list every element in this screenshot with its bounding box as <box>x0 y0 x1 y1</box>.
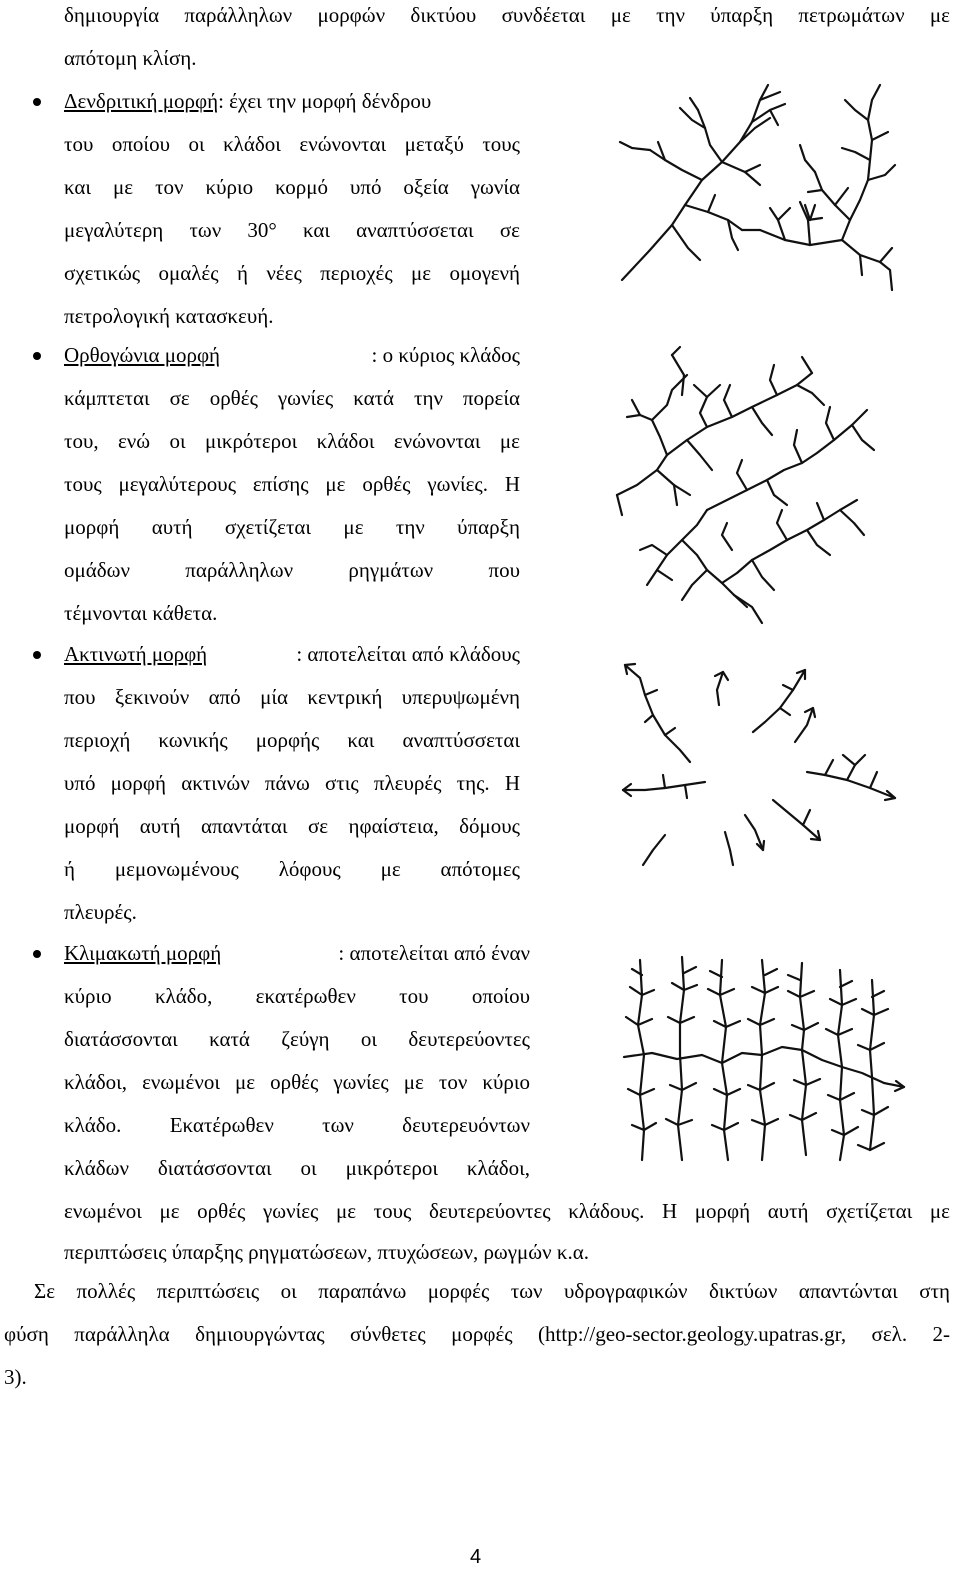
dendritic-line: και με τον κύριο κορμό υπό οξεία γωνία <box>64 175 520 199</box>
closing-line-3: 3). <box>4 1365 27 1389</box>
bullet-marker <box>33 651 41 659</box>
radial-line: ή μεμονωμένους λόφους με απότομες <box>64 857 520 881</box>
radial-term: Ακτινωτή μορφή <box>64 642 208 666</box>
intro-line-2: απότομη κλίση. <box>64 46 197 70</box>
trellis-pattern-figure <box>622 955 907 1165</box>
dendritic-term: Δενδριτική μορφή <box>64 89 219 113</box>
trellis-first-line: Κλιμακωτή μορφή : αποτελείται από έναν <box>64 941 530 965</box>
radial-first-line: Ακτινωτή μορφή : αποτελείται από κλάδους <box>64 642 520 666</box>
intro-line-1: δημιουργία παράλληλων μορφών δικτύου συνδέεται με την ύπαρξη πετρωμάτων με <box>64 3 950 27</box>
trellis-term: Κλιμακωτή μορφή <box>64 941 222 965</box>
radial-line: πλευρές. <box>64 900 137 924</box>
dendritic-line: μεγαλύτερη των 30° και αναπτύσσεται σε <box>64 218 520 242</box>
closing-line-1: Σε πολλές περιπτώσεις οι παραπάνω μορφές των υδρογραφικών δικτύων απαντώνται στη <box>34 1279 950 1303</box>
dendritic-line: σχετικώς ομαλές ή νέες περιοχές με ομογενή <box>64 261 520 285</box>
trellis-line: κλάδοι, ενωμένοι με ορθές γωνίες με τον κύριο <box>64 1070 530 1094</box>
trellis-line: ενωμένοι με ορθές γωνίες με τους δευτερεύοντες κλάδους. Η μορφή αυτή σχετίζεται με <box>64 1199 950 1223</box>
bullet-marker <box>33 98 41 106</box>
radial-line: υπό μορφή ακτινών πάνω στις πλευρές της. Η <box>64 771 520 795</box>
radial-line: που ξεκινούν από μία κεντρική υπερυψωμένη <box>64 685 520 709</box>
page-number: 4 <box>470 1546 482 1568</box>
dendritic-pattern-figure <box>610 80 900 295</box>
radial-line: περιοχή κωνικής μορφής και αναπτύσσεται <box>64 728 520 752</box>
rectangular-line: ομάδων παράλληλων ρηγμάτων που <box>64 558 520 582</box>
closing-line-2: φύση παράλληλα δημιουργώντας σύνθετες μορφές (http://geo-sector.geology.upatras.gr, σελ. 2- <box>4 1322 950 1346</box>
rectangular-first-line: Ορθογώνια μορφή : ο κύριος κλάδος <box>64 343 520 367</box>
rectangular-line: τέμνονται κάθετα. <box>64 601 218 625</box>
rectangular-pattern-figure <box>612 345 882 630</box>
rectangular-line: μορφή αυτή σχετίζεται με την ύπαρξη <box>64 515 520 539</box>
rectangular-line: τους μεγαλύτερους επίσης με ορθές γωνίες. Η <box>64 472 520 496</box>
bullet-marker <box>33 352 41 360</box>
rectangular-line: κάμπτεται σε ορθές γωνίες κατά την πορεία <box>64 386 520 410</box>
bullet-marker <box>33 950 41 958</box>
dendritic-line: του οποίου οι κλάδοι ενώνονται μεταξύ τους <box>64 132 520 156</box>
trellis-line: κύριο κλάδο, εκατέρωθεν του οποίου <box>64 984 530 1008</box>
trellis-line: κλάδο. Εκατέρωθεν των δευτερευόντων <box>64 1113 530 1137</box>
radial-line: μορφή αυτή απαντάται σε ηφαίστεια, δόμους <box>64 814 520 838</box>
radial-pattern-figure <box>615 660 900 905</box>
rectangular-line: του, ενώ οι μικρότεροι κλάδοι ενώνονται με <box>64 429 520 453</box>
trellis-line: διατάσσονται κατά ζεύγη οι δευτερεύοντες <box>64 1027 530 1051</box>
rectangular-term: Ορθογώνια μορφή <box>64 343 221 367</box>
dendritic-line: πετρολογική κατασκευή. <box>64 304 274 328</box>
trellis-line: περιπτώσεις ύπαρξης ρηγματώσεων, πτυχώσεων, ρωγμών κ.α. <box>64 1240 589 1264</box>
dendritic-first-line: Δενδριτική μορφή: έχει την μορφή δένδρου <box>64 89 432 113</box>
trellis-line: κλάδων διατάσσονται οι μικρότεροι κλάδοι, <box>64 1156 530 1180</box>
